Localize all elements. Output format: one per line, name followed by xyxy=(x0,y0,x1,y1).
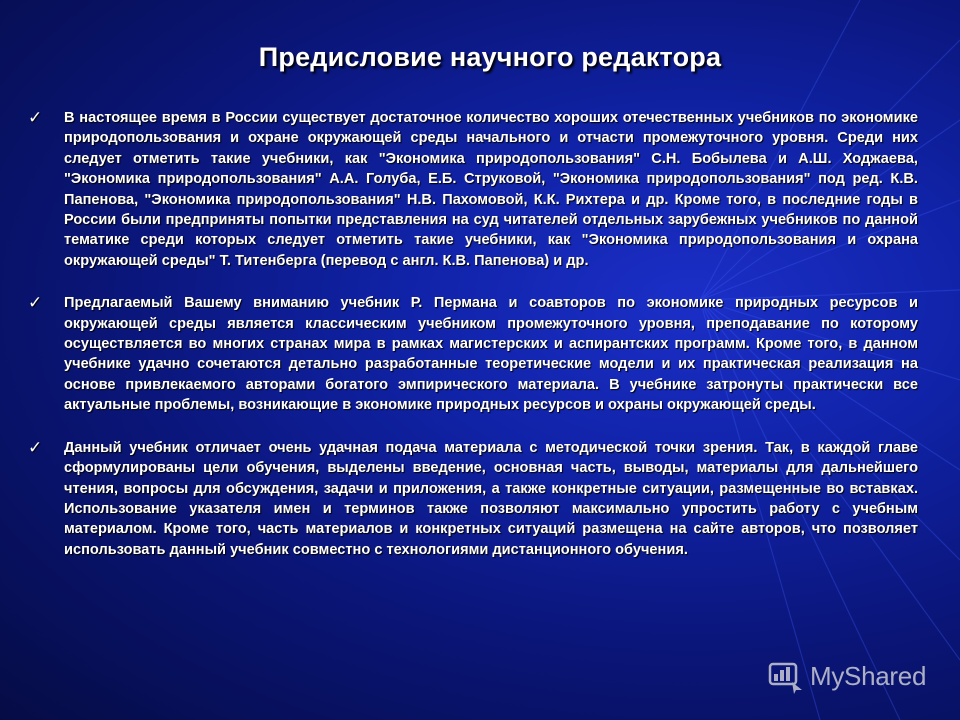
checkmark-icon: ✓ xyxy=(28,437,43,457)
bullet-text: Данный учебник отличает очень удачная подача материала с методической точки зрения. Так, в каждой главе сформулированы цели обучения, выделены введение, основная часть, выводы, материалы для дальнейшего чтения, вопросы для обсуждения, задачи и приложения, а также конкретные ситуации, размещенные во вставках. Использование указателя имен и терминов также позволяют максимально упростить работу с учебным материалом. Кроме того, часть материалов и конкретных ситуаций размещена на сайте авторов, что позволяет использовать данный учебник совместно с технологиями дистанционного обучения. xyxy=(64,439,918,558)
bullet-text: Предлагаемый Вашему вниманию учебник Р. Пермана и соавторов по экономике природных ресурсов и окружающей среды является классическим учебником промежуточного уровня, преподавание по которому осуществляется во многих странах мира в рамках магистерских и аспирантских программ. Кроме того, в данном учебнике удачно сочетаются детально разработанные теоретические модели и их практическая реализация на основе привлекаемого авторами богатого эмпирического материала. В учебнике затронуты практически все актуальные проблемы, возникающие в экономике природных ресурсов и охраны окружающей среды. xyxy=(64,295,918,414)
checkmark-icon: ✓ xyxy=(28,293,43,313)
bullet-paragraph-1 xyxy=(28,108,918,271)
slide-title: Предисловие научного редактора xyxy=(258,42,722,72)
checkmark-icon: ✓ xyxy=(28,108,43,127)
myshared-watermark xyxy=(766,656,926,696)
watermark-text: MyShared xyxy=(810,660,927,691)
bullet-paragraph-2 xyxy=(28,293,918,415)
bullet-paragraph-3 xyxy=(28,438,918,560)
slide-body xyxy=(28,108,918,582)
bullet-text: В настоящее время в России существует достаточное количество хороших отечественных учебников по экономике природопользования и охране окружающей среды начального и отчасти промежуточного уровня. Среди них следует отметить такие учебники, как "Экономика природопользования" С.Н. Бобылева и А.Ш. Ходжаева, "Экономика природопользования" А.А. Голуба, Е.Б. Струковой, "Экономика природопользования" под ред. К.В. Папенова, "Экономика природопользования" Н.В. Пахомовой, К.К. Рихтера и др. Кроме того, в последние годы в России были предприняты попытки представления на суд читателей отдельных зарубежных учебников по данной тематике среди которых следует отметить такие учебники, как "Экономика природопользования и охрана окружающей среды" Т. Титенберга (перевод с англ. К.В. Папенова) и др. xyxy=(64,110,918,269)
myshared-logo-icon xyxy=(766,658,804,694)
